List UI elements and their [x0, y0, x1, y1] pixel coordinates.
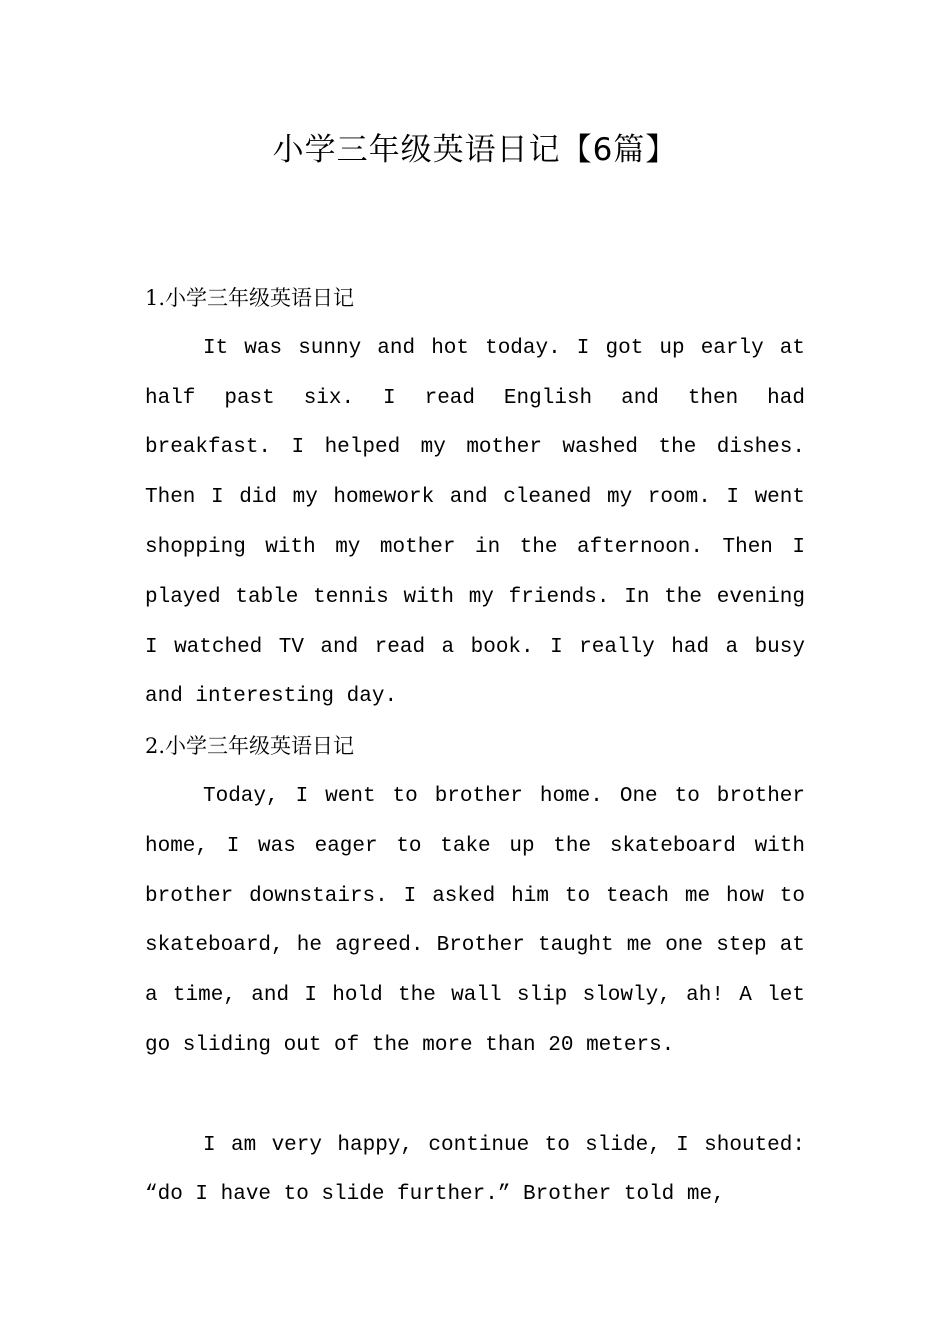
diary-paragraph: Today, I went to brother home. One to brother home, I was eager to take up the skateboard with brother downstairs. I asked him to teach me how to skateboard, he agreed. Brother taught me one step at a time, and I hold the wall slip slowly, ah! A let go sliding out of the more than 20 meters.: [145, 784, 805, 1057]
document-title: 小学三年级英语日记【6篇】: [272, 132, 678, 168]
section-heading: 2.小学三年级英语日记: [145, 734, 355, 759]
section-heading: 1.小学三年级英语日记: [145, 286, 355, 310]
diary-paragraph: It was sunny and hot today. I got up early at half past six. I read English and then had breakfast. I helped my mother washed the dishes. Then I did my homework and cleaned my room. I went shopping with my mother in the afternoon. Then I played table tennis with my friends. In the evening I watched TV and read a book. I really had a busy and interesting day.: [145, 336, 805, 709]
paragraph-spacer: [145, 1071, 805, 1121]
document-body: [145, 274, 805, 1220]
diary-paragraph: I am very happy, continue to slide, I shouted: “do I have to slide further.” Brother told me,: [145, 1133, 805, 1207]
diary-section-1: [145, 274, 805, 722]
diary-section-2: [145, 722, 805, 1220]
